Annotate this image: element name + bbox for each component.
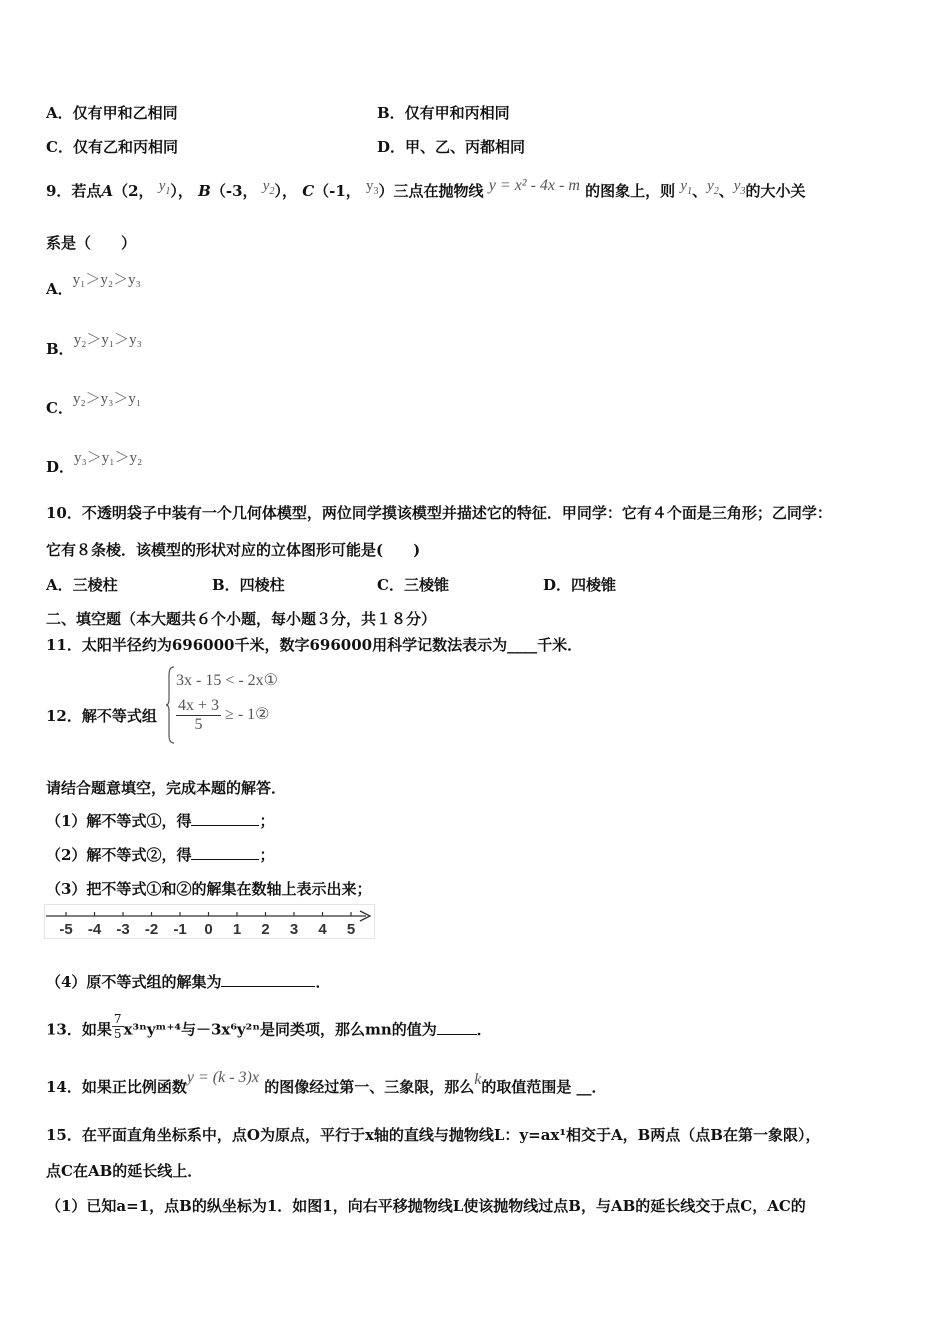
q10-option-c: C．三棱锥 — [377, 576, 449, 594]
q12-step-4: （4）原不等式组的解集为 ． — [46, 973, 331, 991]
q10-option-d: D．四棱锥 — [543, 576, 617, 594]
q9-option-a: A．y₁＞y₂＞y₃ — [46, 272, 141, 298]
tick-label: 2 — [261, 921, 270, 938]
parabola-formula: y = x² - 4x - m — [488, 177, 580, 194]
q12-step-3: （3）把不等式①和②的解集在数轴上表示出来； — [46, 880, 372, 898]
q10-stem-line2: 它有８条棱．该模型的形状对应的立体图形可能是( ) — [46, 541, 421, 559]
q15-stem: 15．在平面直角坐标系中，点O为原点，平行于x轴的直线与抛物线L：y=ax¹相交于A，B两点（点B在第一象限）， — [46, 1126, 821, 1144]
q9-option-d: D．y₃＞y₁＞y₂ — [46, 450, 143, 476]
q10-stem: 10．不透明袋子中装有一个几何体模型，两位同学摸该模型并描述它的特征．甲同学：它有４个面是三角形；乙同学： — [46, 504, 832, 522]
q14-stem: 14．如果正比例函数y = (k - 3)x 的图像经过第一、三象限，那么k的取值范围是 __． — [46, 1069, 607, 1096]
ineq-2: $\frac{4x + 3}{5}$ ≥ - 1② — [178, 697, 270, 733]
q12-step-2: （2）解不等式②，得 ； — [46, 846, 275, 864]
q15-stem-line2: 点C在AB的延长线上． — [46, 1162, 203, 1180]
q12-step-1: （1）解不等式①，得 ； — [46, 812, 275, 830]
section-heading: 二、填空题（本大题共６个小题，每小题３分，共１８分） — [46, 610, 437, 628]
answer-blank[interactable] — [221, 972, 315, 987]
q15-part1: （1）已知a=1，点B的纵坐标为1．如图1，向右平移抛物线L使该抛物线过点B，与AB的延长线交于点C，AC的 — [46, 1197, 806, 1215]
q12-label: 12．解不等式组 — [46, 707, 157, 725]
q9-stem: 9．若点A（2， $y_1$）， B（-3， $y_2$）， C（-1， $y_3$）三点在抛物线 y = x² - 4x - m 的图象上，则 $y_1$、$y_2$、$y_3$的大小关 — [46, 177, 806, 200]
q12-instruction: 请结合题意填空，完成本题的解答． — [46, 779, 287, 797]
tick-label: 4 — [318, 921, 327, 938]
answer-blank[interactable] — [191, 811, 259, 826]
q8-option-a: A．仅有甲和乙相同 — [46, 104, 178, 122]
tick-label: -1 — [173, 921, 187, 938]
tick-label: 3 — [289, 921, 299, 938]
tick-label: -2 — [144, 921, 159, 938]
q9-stem-line2: 系是（ ） — [46, 234, 137, 252]
answer-blank[interactable] — [437, 1020, 477, 1035]
tick-label: 1 — [232, 921, 242, 938]
q10-option-a: A．三棱柱 — [46, 576, 118, 594]
q9-option-b: B．y₂＞y₁＞y₃ — [46, 332, 142, 358]
ineq-1: 3x - 15 < - 2x① — [176, 672, 279, 689]
brace — [168, 665, 170, 745]
q11-stem: 11．太阳半径约为696000千米，数字696000用科学记数法表示为____千米． — [46, 636, 583, 654]
number-line — [44, 904, 376, 940]
linear-function: y = (k - 3)x — [186, 1069, 259, 1086]
tick-label: -3 — [116, 921, 130, 938]
tick-label: -5 — [59, 921, 73, 938]
q8-option-c: C．仅有乙和丙相同 — [46, 138, 178, 156]
tick-label: -4 — [87, 921, 102, 938]
q10-option-b: B．四棱柱 — [212, 576, 285, 594]
tick-label: 0 — [204, 921, 213, 938]
tick-label: 5 — [346, 921, 356, 938]
q13-stem: 13．如果 $\frac{7}{5}$ x³ⁿyᵐ⁺⁴与－3x⁶y²ⁿ是同类项，那么mn的值为 ． — [46, 1012, 492, 1041]
q8-option-d: D．甲、乙、丙都相同 — [377, 138, 526, 156]
q8-option-b: B．仅有甲和丙相同 — [377, 104, 510, 122]
answer-blank[interactable] — [191, 845, 259, 860]
q9-option-c: C．y₂＞y₃＞y₁ — [46, 391, 142, 417]
